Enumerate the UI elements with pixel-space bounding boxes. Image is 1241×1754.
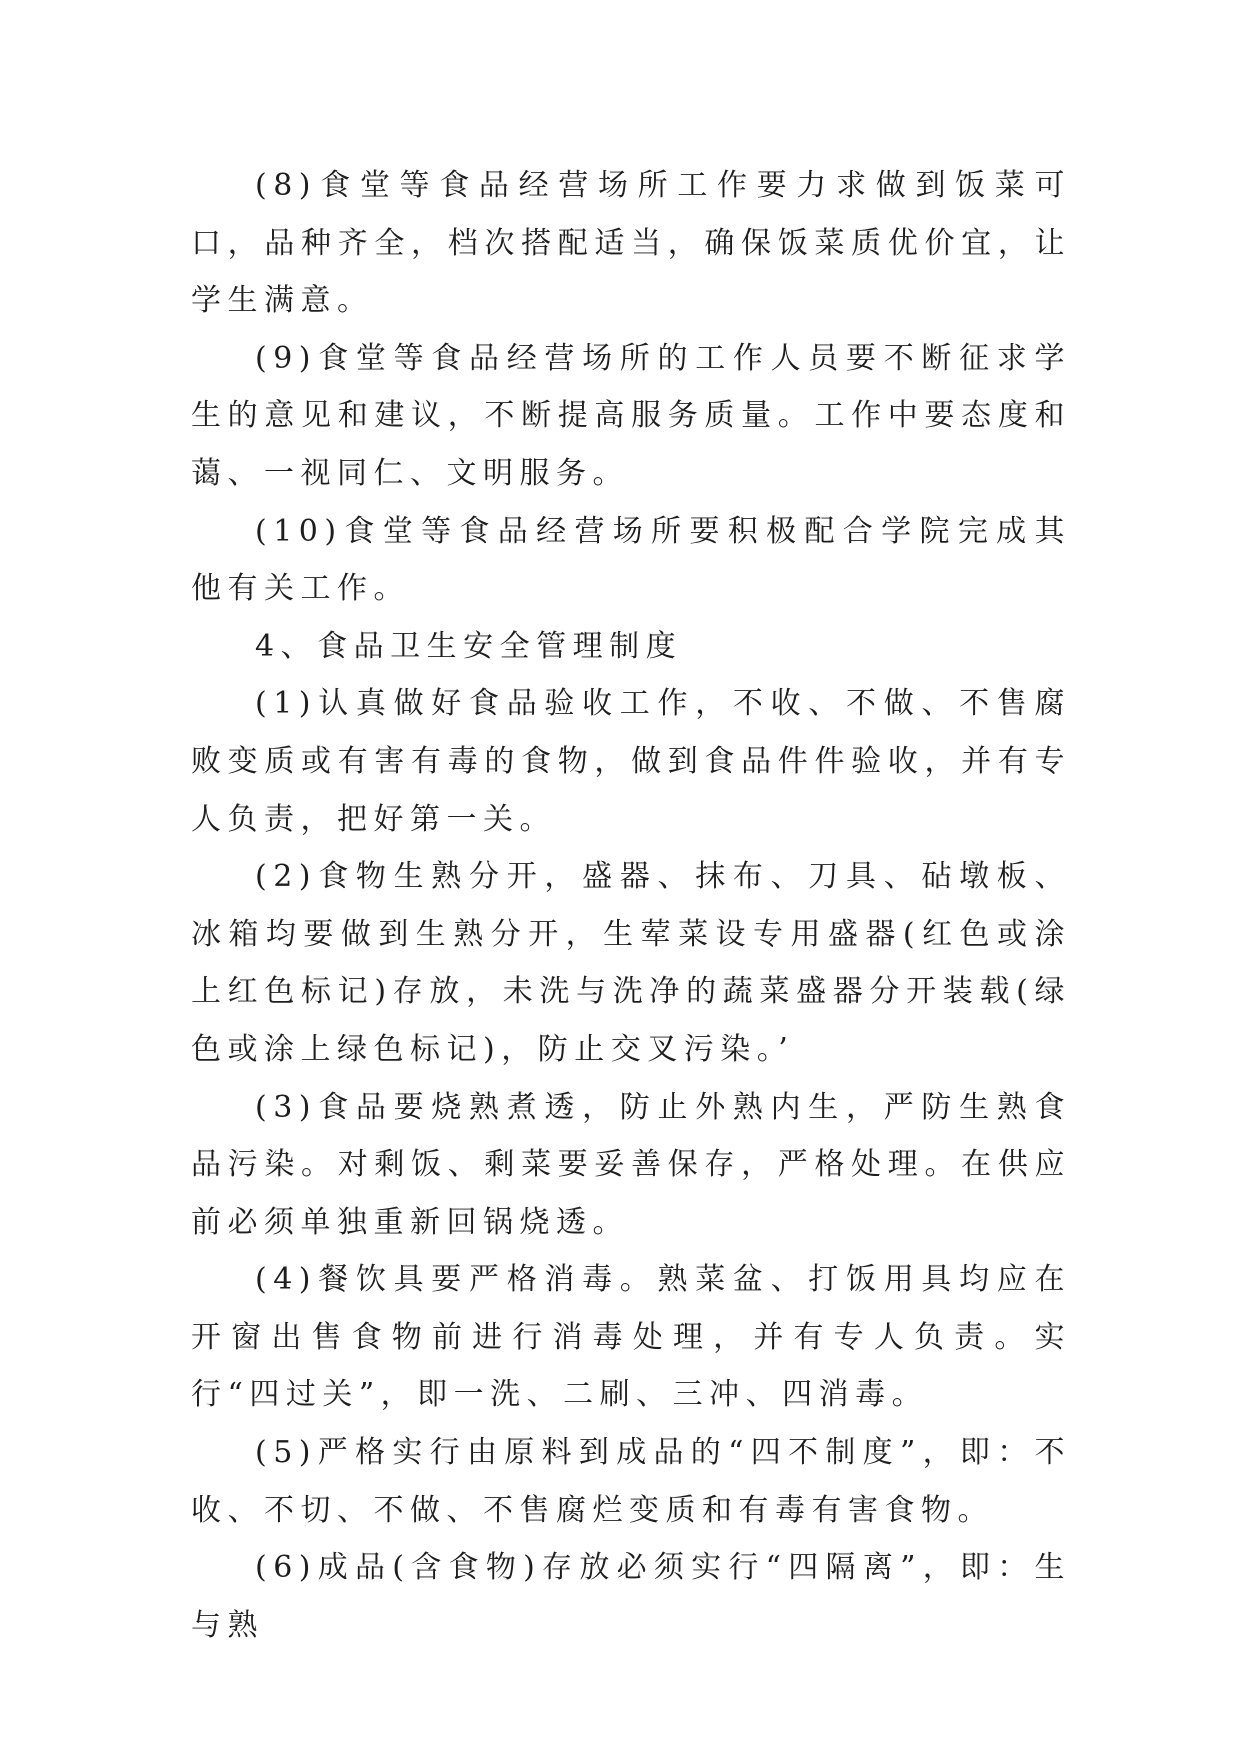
paragraph-item-6: (6)成品(含食物)存放必须实行“四隔离”，即：生与熟 [191, 1550, 1071, 1643]
paragraph-item-3: (3)食品要烧熟煮透，防止外熟内生，严防生熟食品污染。对剩饭、剩菜要妥善保存，严格处理。在供应前必须单独重新回锅烧透。 [191, 1089, 1071, 1240]
section-heading: 4、食品卫生安全管理制度 [255, 628, 683, 664]
paragraph-item-5: (5)严格实行由原料到成品的“四不制度”，即：不收、不切、不做、不售腐烂变质和有毒有害食物。 [191, 1435, 1071, 1528]
paragraph-item-9: (9)食堂等食品经营场所的工作人员要不断征求学生的意见和建议，不断提高服务质量。工作中要态度和蔼、一视同仁、文明服务。 [191, 340, 1071, 491]
paragraph-item-4: (4)餐饮具要严格消毒。熟菜盆、打饭用具均应在开窗出售食物前进行消毒处理，并有专人负责。实行“四过关”，即一洗、二刷、三冲、四消毒。 [191, 1262, 1071, 1413]
paragraph-item-10: (10)食堂等食品经营场所要积极配合学院完成其他有关工作。 [191, 513, 1071, 607]
paragraph-item-1: (1)认真做好食品验收工作，不收、不做、不售腐败变质或有害有毒的食物，做到食品件件验收，并有专人负责，把好第一关。 [191, 686, 1071, 837]
paragraph-item-8: (8)食堂等食品经营场所工作要力求做到饭菜可口，品种齐全，档次搭配适当，确保饭菜质优价宜，让学生满意。 [191, 168, 1071, 319]
paragraph-item-2: (2)食物生熟分开，盛器、抹布、刀具、砧墩板、冰箱均要做到生熟分开，生荤菜设专用盛器(红色或涂上红色标记)存放，未洗与洗净的蔬菜盛器分开装载(绿色或涂上绿色标记)，防止交叉污染。’ [191, 859, 1071, 1067]
document-body [191, 157, 1071, 1654]
